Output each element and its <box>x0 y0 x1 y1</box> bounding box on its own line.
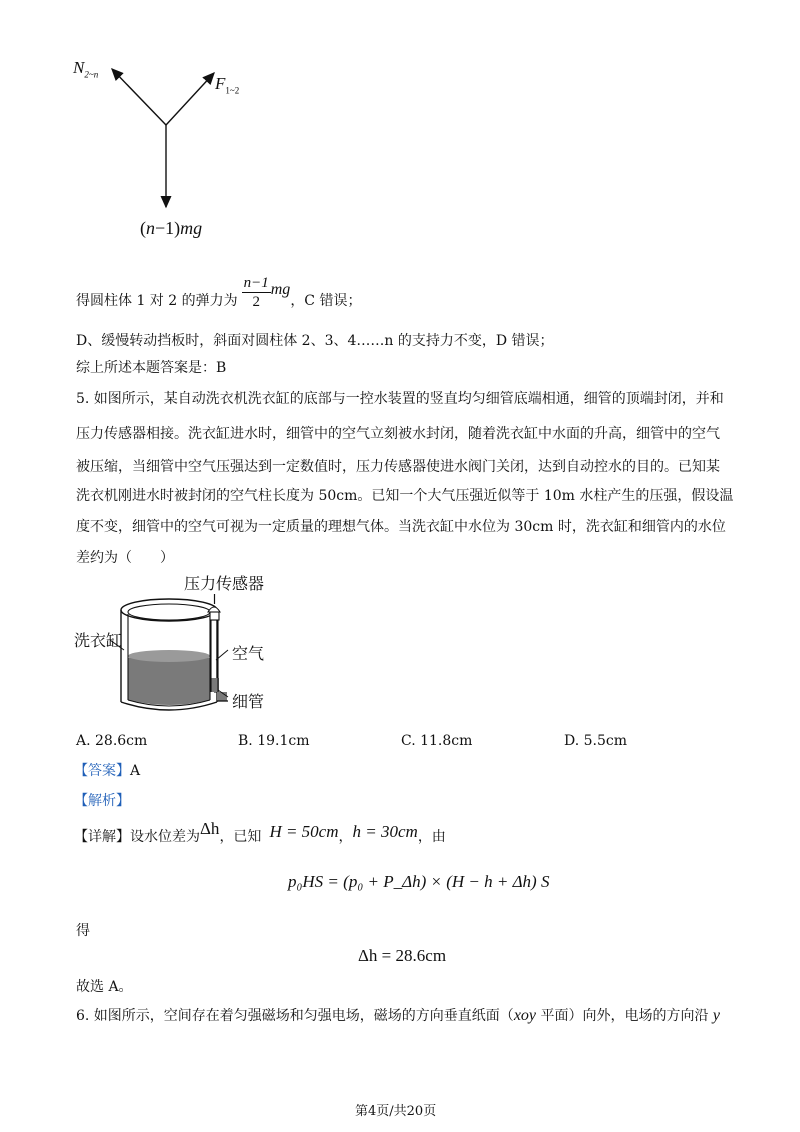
washing-machine-figure <box>110 590 250 720</box>
analysis-tag: 【解析】 <box>74 793 130 809</box>
q6-line-1: 6. 如图所示，空间存在着匀强磁场和匀强电场，磁场的方向垂直纸面（xoy 平面）向外，电场的方向沿 y <box>76 1007 721 1024</box>
option-b[interactable]: B. 19.1cm <box>238 733 310 749</box>
de-line: 得 <box>76 923 90 939</box>
option-d[interactable]: D. 5.5cm <box>564 733 628 749</box>
n-force-arrow <box>112 69 166 125</box>
answer-value: A <box>130 763 141 779</box>
pressure-sensor <box>208 607 220 612</box>
elastic-force-line: 得圆柱体 1 对 2 的弹力为 $\frac{n-1}{2}$ mg ，C 错误； <box>76 274 362 310</box>
answer-line <box>74 761 140 781</box>
f-force-label: $F_{1\sim 2}$ <box>215 74 240 96</box>
f-force-arrow <box>166 73 214 125</box>
equation: p₀HS = (p₀ + P_Δh) × (H − h + Δh) S <box>288 872 550 891</box>
summary-line: 综上所述本题答案是：B <box>76 360 227 376</box>
tube-label: 细管 <box>232 692 265 711</box>
q5-line-5: 度不变，细管中的空气可视为一定质量的理想气体。当洗衣缸中水位为 30cm 时，洗衣缸和细管内的水位 <box>76 519 726 535</box>
tub-label: 洗衣缸 <box>74 631 123 650</box>
tub-rim <box>121 599 217 621</box>
option-a[interactable]: A. 28.6cm <box>76 733 148 749</box>
q5-line-1: 5. 如图所示，某自动洗衣机洗衣缸的底部与一控水装置的竖直均匀细管底端相通，细管的顶端封闭，并和 <box>76 391 724 407</box>
answer-tag: 【答案】 <box>74 763 130 779</box>
conclusion-line: 故选 A。 <box>76 979 133 995</box>
d-analysis-line: D、缓慢转动挡板时，斜面对圆柱体 2、3、4……n 的支持力不变，D 错误； <box>76 333 554 349</box>
air-label: 空气 <box>232 644 265 663</box>
detail-tag: 【详解】 <box>74 829 130 845</box>
q5-line-4: 洗衣机刚进水时被封闭的空气柱长度为 50cm。已知一个大气压强近似等于 10m 水柱产生的压强，假设温 <box>76 488 734 504</box>
result-equation: Δh = 28.6cm <box>358 946 447 965</box>
fraction: $\frac{n-1}{2}$ <box>243 274 269 310</box>
q5-line-6: 差约为（ ） <box>76 550 174 566</box>
q5-line-3: 被压缩，当细管中空气压强达到一定数值时，压力传感器使进水阀门关闭，达到自动控水的目的。已知某 <box>76 459 720 475</box>
option-c[interactable]: C. 11.8cm <box>401 733 473 749</box>
sensor-label: 压力传感器 <box>184 574 265 593</box>
weight-label: (n−1)mg <box>140 218 203 238</box>
page-footer: 第4页/共20页 <box>355 1104 437 1119</box>
n-force-label: $N_{2\sim n}$ <box>73 58 99 80</box>
q5-line-2: 压力传感器相接。洗衣缸进水时，细管中的空气立刻被水封闭，随着洗衣缸中水面的升高，细管中的空气 <box>76 426 720 442</box>
detail-line: 【详解】 设水位差为 Δh ，已知 H = 50cm ， h = 30cm ，由 <box>74 819 446 845</box>
